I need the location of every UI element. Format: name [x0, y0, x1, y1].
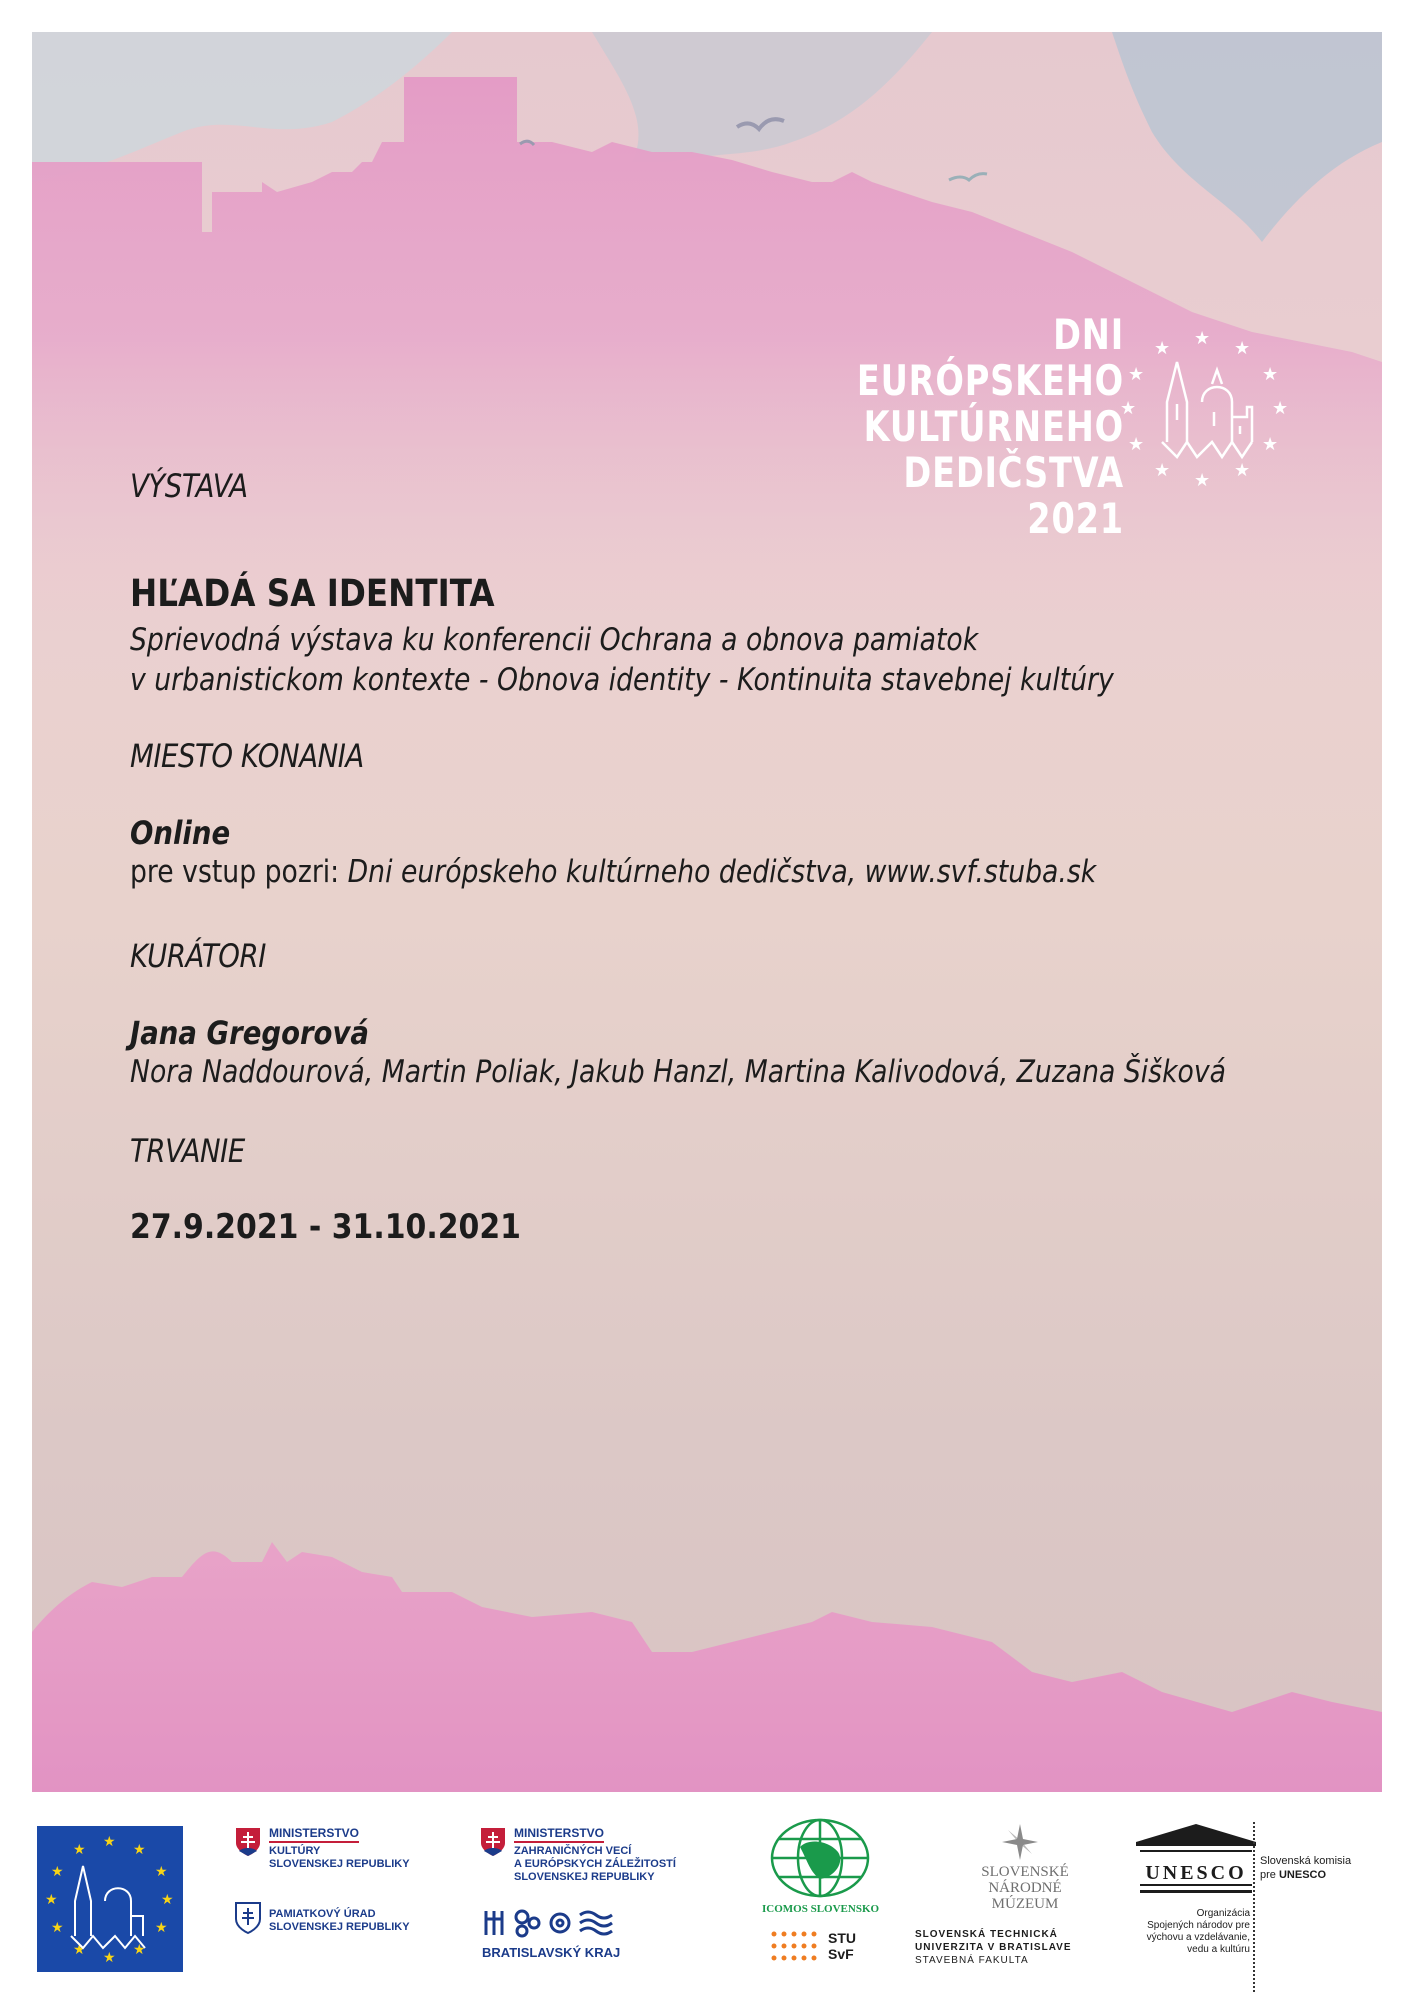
duration-label: TRVANIE	[130, 1132, 245, 1170]
stu-svf-logo	[770, 1928, 880, 1978]
exhibition-subtitle-line: Sprievodná výstava ku konferencii Ochrana a obnova pamiatok	[130, 622, 979, 658]
ministry-foreign-line: SLOVENSKEJ REPUBLIKY	[514, 1871, 655, 1883]
stu-full-line: SLOVENSKÁ TECHNICKÁ	[915, 1929, 1058, 1940]
curators-label: KURÁTORI	[130, 937, 266, 975]
svg-text:★: ★	[155, 1864, 168, 1880]
unesco-org-line: vedu a kultúru	[1187, 1944, 1250, 1955]
bratislava-region-logo	[482, 1905, 632, 1967]
svg-text:★: ★	[1272, 398, 1289, 419]
snm-line: SLOVENSKÉ	[981, 1864, 1069, 1880]
exhibition-title: HĽADÁ SA IDENTITA	[130, 572, 495, 615]
stu-dots-icon	[770, 1928, 830, 1972]
svg-text:★: ★	[161, 1892, 174, 1908]
unesco-org-name	[1120, 1908, 1250, 1956]
ministry-foreign-line: A EURÓPSKYCH ZÁLEŽITOSTÍ	[514, 1858, 676, 1870]
svg-text:★: ★	[1154, 338, 1171, 359]
unesco-divider	[1253, 1822, 1255, 1992]
svg-text:★: ★	[1128, 364, 1145, 385]
ministry-culture-line: SLOVENSKEJ REPUBLIKY	[269, 1858, 410, 1870]
festival-logo-line: DNI EURÓPSKEHO	[856, 310, 1124, 405]
exhibition-subtitle-line: v urbanistickom kontexte - Obnova identity - Kontinuita stavebnej kultúry	[130, 662, 1114, 698]
venue-label: MIESTO KONANIA	[130, 737, 364, 775]
monuments-crest-icon	[235, 1902, 261, 1934]
svg-text:★: ★	[155, 1920, 168, 1936]
svg-text:★: ★	[103, 1950, 116, 1966]
poster	[32, 32, 1382, 1792]
eu-star-castle-icon	[37, 1826, 183, 1972]
svg-text:★: ★	[133, 1942, 146, 1958]
svg-text:★: ★	[1234, 460, 1251, 481]
svg-text:★: ★	[51, 1920, 64, 1936]
snm-line: NÁRODNÉ	[988, 1880, 1062, 1896]
snm-name	[970, 1864, 1080, 1912]
ministry-foreign-line: ZAHRANIČNÝCH VECÍ	[514, 1845, 632, 1857]
bratislava-region-name: BRATISLAVSKÝ KRAJ	[482, 1945, 621, 1960]
snm-line: MÚZEUM	[991, 1896, 1059, 1912]
ministry-foreign-subtitle	[514, 1845, 676, 1884]
icomos-logo	[760, 1817, 880, 1917]
festival-logo-line: KULTÚRNEHO	[863, 402, 1124, 451]
svg-text:★: ★	[1194, 470, 1211, 491]
festival-logo-line: DEDIČSTVA	[903, 448, 1124, 497]
stu-full-line: UNIVERZITA V BRATISLAVE	[915, 1942, 1072, 1953]
bird-icon	[949, 174, 987, 180]
unesco-mark: UNESCO	[1145, 1862, 1247, 1884]
svg-text:★: ★	[73, 1842, 86, 1858]
svg-text:★: ★	[73, 1942, 86, 1958]
exhibition-label: VÝSTAVA	[130, 467, 248, 505]
ministry-culture-subtitle	[269, 1845, 410, 1871]
svg-text:★: ★	[45, 1892, 58, 1908]
slovak-crest-icon	[235, 1827, 261, 1857]
ministry-culture-name: MINISTERSTVO	[269, 1826, 360, 1840]
stu-svf-line: SvF	[828, 1946, 854, 1962]
unesco-temple-icon	[1126, 1822, 1266, 1896]
ministry-divider	[514, 1841, 604, 1843]
svg-text:★: ★	[103, 1834, 116, 1850]
icomos-name: ICOMOS SLOVENSKO	[762, 1903, 880, 1915]
snm-logo	[970, 1822, 1080, 1922]
bottom-skyline	[32, 1542, 1382, 1792]
lead-curator: Jana Gregorová	[130, 1014, 369, 1052]
unesco-org-line: Spojených národov pre	[1147, 1920, 1250, 1931]
svg-text:★: ★	[1262, 434, 1279, 455]
svg-text:★: ★	[51, 1864, 64, 1880]
eu-heritage-days-logo	[37, 1826, 183, 1972]
poster-background-art	[32, 32, 1382, 1792]
svg-text:★: ★	[133, 1842, 146, 1858]
svg-text:★: ★	[1262, 364, 1279, 385]
svg-text:★: ★	[1128, 434, 1145, 455]
ministry-divider	[269, 1841, 359, 1843]
svg-text:★: ★	[1154, 460, 1171, 481]
access-info	[130, 854, 1096, 890]
unesco-commission-brand: UNESCO	[1278, 1869, 1327, 1881]
access-link[interactable]: Dni európskeho kultúrneho dedičstva, www.svf.stuba.sk	[347, 854, 1097, 890]
stu-svf-name	[828, 1930, 856, 1962]
monuments-board-line: SLOVENSKEJ REPUBLIKY	[269, 1921, 410, 1933]
unesco-commission-prefix: pre	[1260, 1869, 1279, 1881]
ministry-foreign-name: MINISTERSTVO	[514, 1826, 605, 1840]
castle-in-star-ring-icon	[1122, 322, 1292, 492]
ministry-culture-line: KULTÚRY	[269, 1845, 321, 1857]
festival-logo-line: 2021	[1027, 494, 1124, 543]
unesco-logo	[1120, 1822, 1380, 1992]
unesco-org-line: výchovu a vzdelávanie,	[1146, 1932, 1250, 1943]
festival-logo-title	[784, 312, 1124, 542]
venue-value: Online	[130, 814, 231, 852]
access-prefix: pre vstup pozri:	[130, 854, 348, 890]
svg-text:★: ★	[1234, 338, 1251, 359]
snm-star-icon	[1000, 1822, 1040, 1862]
unesco-commission-line: Slovenská komisia	[1260, 1855, 1352, 1867]
unesco-org-line: Organizácia	[1196, 1908, 1250, 1919]
stu-svf-line: STU	[828, 1930, 856, 1946]
svg-text:★: ★	[1120, 398, 1137, 419]
stu-full-line: STAVEBNÁ FAKULTA	[915, 1955, 1029, 1966]
curators-list: Nora Naddourová, Martin Poliak, Jakub Hanzl, Martina Kalivodová, Zuzana Šišková	[130, 1054, 1226, 1090]
unesco-commission-name	[1260, 1854, 1351, 1882]
monuments-board-name	[269, 1908, 410, 1934]
icomos-globe-icon	[760, 1817, 880, 1899]
exhibition-dates: 27.9.2021 - 31.10.2021	[130, 1207, 521, 1247]
sky-streak	[592, 32, 932, 162]
sky-streak	[1112, 32, 1382, 242]
slovak-crest-icon	[480, 1827, 506, 1857]
stu-full-name	[915, 1928, 1072, 1967]
svg-text:★: ★	[1194, 328, 1211, 349]
bratislava-region-icon	[482, 1905, 632, 1941]
monuments-board-line: PAMIATKOVÝ ÚRAD	[269, 1908, 376, 1920]
